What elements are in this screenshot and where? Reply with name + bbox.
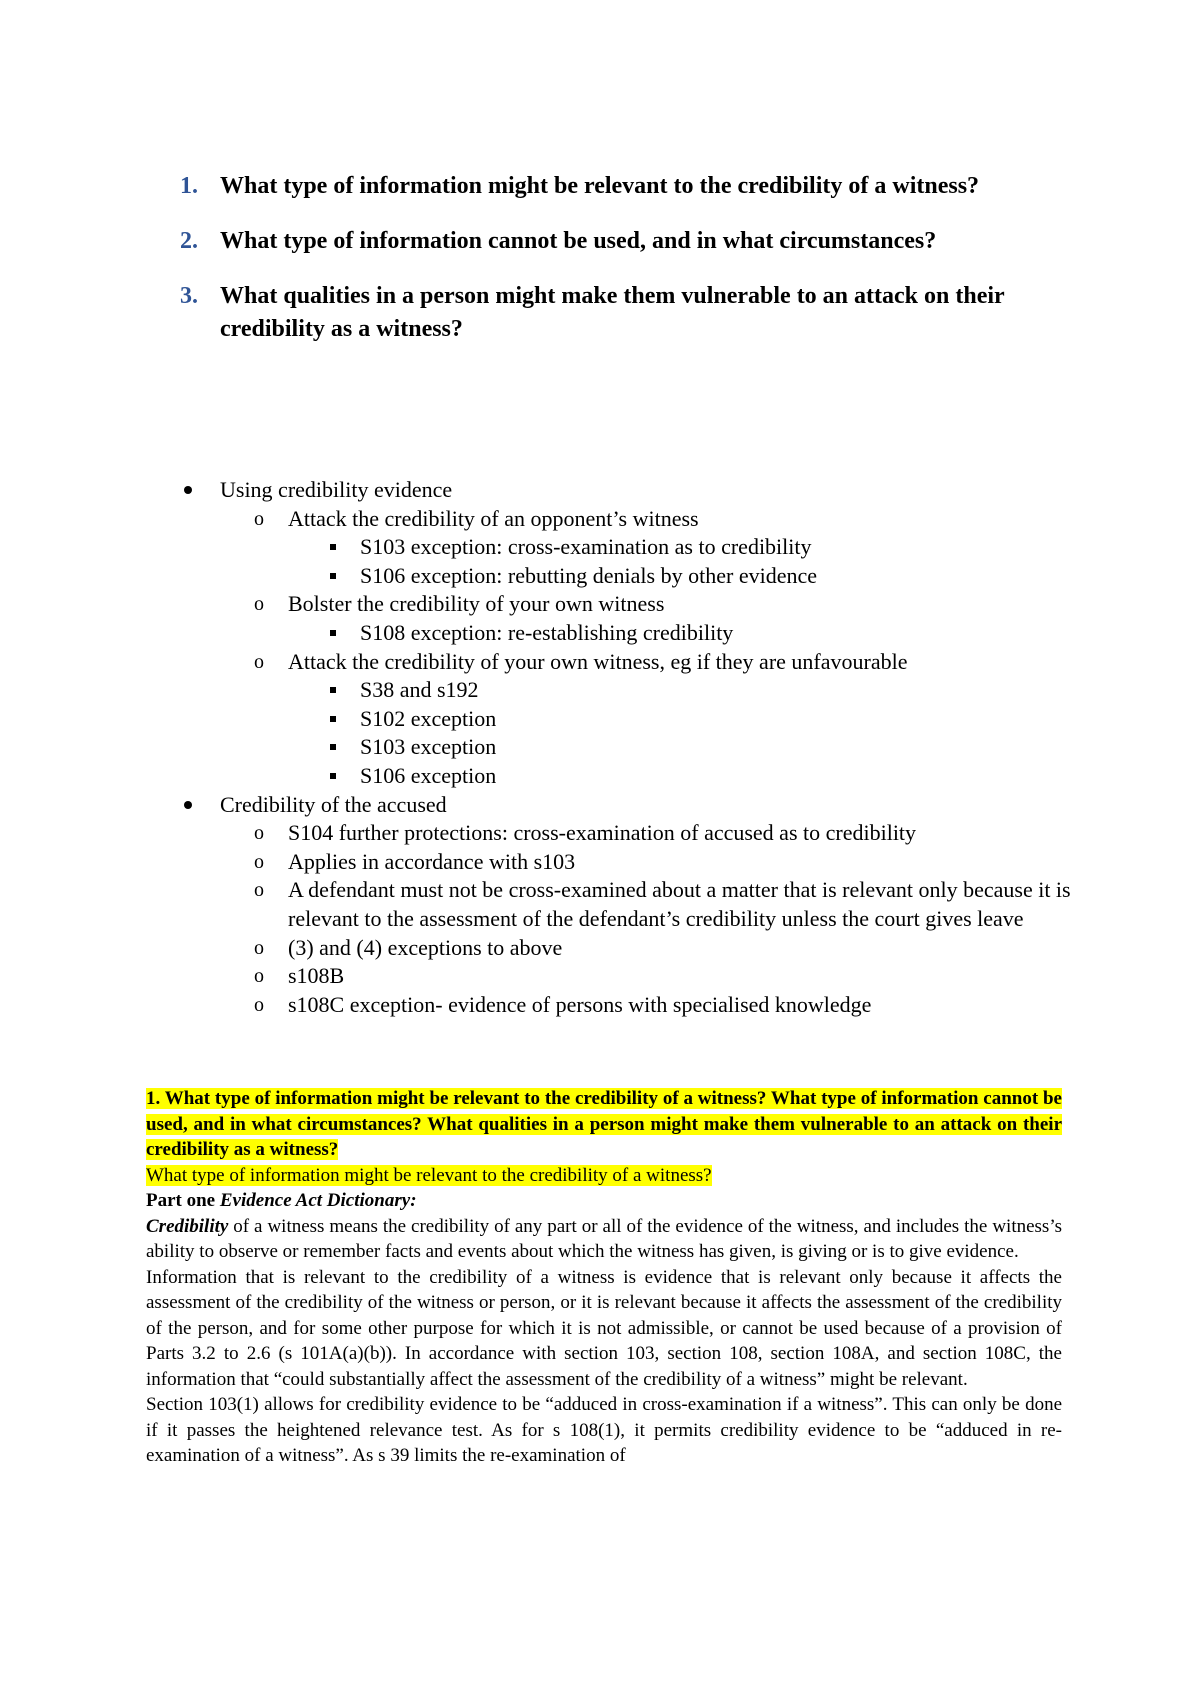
sub-list-item [252,590,1080,647]
question-text: What type of information cannot be used, and in what circumstances? [220,228,937,254]
sub-list [252,819,1080,1019]
sub-list-item-text: Applies in accordance with s103 [288,848,576,874]
question-item [180,280,1060,346]
sub-list-item-text: s108B [288,963,345,989]
essay-subheading [146,1163,1062,1189]
essay-heading [146,1086,1062,1163]
square-marker [330,716,336,722]
sub-list-item-text: A defendant must not be cross-examined about a matter that is relevant only because it is relevant to the assessment of the defendant’s credibility unless the court gives leave [288,877,1071,931]
question-number: 2. [180,228,198,254]
sub-sub-list-item [324,562,1080,591]
highlighted-subheading-text: What type of information might be relevant to the credibility of a witness? [146,1164,712,1186]
sub-sub-list-item [324,533,1080,562]
sub-sub-list-item-text: S38 and s192 [360,677,479,703]
list-item [180,791,1080,1020]
definition-text: of a witness means the credibility of any part or all of the evidence of the witness, and includes the witness’s ability to observe or remember facts and events about which the witness has given, is giving or is to give evidence. [146,1215,1062,1262]
sub-list-item [252,505,1080,591]
sub-sub-list-item-text: S103 exception [360,734,497,760]
part-heading [146,1188,1062,1214]
circle-marker: o [254,879,264,902]
bullet-marker [184,486,192,494]
highlighted-heading-text: 1. What type of information might be relevant to the credibility of a witness? What type of information cannot be used, and in what circumstances? What qualities in a person might make them vulnerable to an attack on their credibility as a witness? [146,1088,1062,1160]
sub-list-item-text: Attack the credibility of your own witness, eg if they are unfavourable [288,648,908,674]
circle-marker: o [254,822,264,845]
circle-marker: o [254,965,264,988]
question-text: What type of information might be relevant to the credibility of a witness? [220,173,980,199]
list-item-text: Using credibility evidence [220,477,453,502]
sub-sub-list-item [324,676,1080,705]
sub-list-item [252,991,1080,1020]
sub-list-item [252,848,1080,877]
sub-sub-list [324,676,1080,790]
outline-notes [180,476,1080,1019]
sub-sub-list [324,533,1080,590]
square-marker [330,744,336,750]
circle-marker: o [254,993,264,1016]
sub-sub-list-item [324,619,1080,648]
sub-sub-list-item [324,733,1080,762]
circle-marker: o [254,507,264,530]
question-number: 3. [180,283,198,309]
square-marker [330,630,336,636]
bullet-marker [184,801,192,809]
sub-sub-list-item-text: S108 exception: re-establishing credibility [360,619,734,645]
square-marker [330,773,336,779]
essay-section [146,1086,1062,1469]
sub-sub-list-item-text: S106 exception: rebutting denials by other evidence [360,562,817,588]
question-item [180,225,1060,258]
part-title: Evidence Act Dictionary: [219,1190,417,1211]
sub-sub-list-item-text: S103 exception: cross-examination as to credibility [360,534,812,560]
circle-marker: o [254,593,264,616]
sub-list [252,505,1080,791]
sub-sub-list-item [324,762,1080,791]
sub-list-item [252,648,1080,791]
circle-marker: o [254,850,264,873]
list-item-text: Credibility of the accused [220,791,447,817]
sub-list-item-text: s108C exception- evidence of persons with specialised knowledge [288,991,872,1017]
sub-sub-list-item [324,705,1080,734]
circle-marker: o [254,650,264,673]
sub-sub-list [324,619,1080,648]
square-marker [330,573,336,579]
definition-term: Credibility [146,1215,229,1237]
sub-list-item-text: S104 further protections: cross-examination of accused as to credibility [288,820,917,846]
question-number: 1. [180,173,198,199]
sub-list-item-text: Bolster the credibility of your own witness [288,591,665,617]
circle-marker: o [254,936,264,959]
question-list [180,170,1060,368]
sub-list-item [252,819,1080,848]
sub-list-item-text: (3) and (4) exceptions to above [288,934,563,960]
square-marker [330,687,336,693]
bullet-list [180,476,1080,1019]
question-text: What qualities in a person might make them vulnerable to an attack on their credibility as a witness? [220,283,1005,342]
square-marker [330,544,336,550]
definition-paragraph [146,1214,1062,1265]
body-paragraph: Section 103(1) allows for credibility evidence to be “adduced in cross-examination if a witness”. This can only be done if it passes the heightened relevance test. As for s 108(1), it permits credibility evidence to be “adduced in re-examination of a witness”. As s 39 limits the re-examination of [146,1394,1062,1466]
sub-list-item [252,934,1080,963]
sub-list-item-text: Attack the credibility of an opponent’s witness [288,505,699,531]
sub-sub-list-item-text: S106 exception [360,762,497,788]
body-paragraph: Information that is relevant to the credibility of a witness is evidence that is relevant only because it affects the assessment of the credibility of the witness or person, or it is relevant because it affects the assessment of the credibility of the person, and for some other purpose for which it is not admissible, or cannot be used because of a provision of Parts 3.2 to 2.6 (s 101A(a)(b)). In accordance with section 103, section 108, section 108A, and section 108C, the information that “could substantially affect the assessment of the credibility of a witness” might be relevant. [146,1266,1062,1390]
sub-list-item [252,876,1080,933]
question-item [180,170,1060,203]
sub-sub-list-item-text: S102 exception [360,705,497,731]
sub-list-item [252,962,1080,991]
list-item [180,476,1080,791]
part-label: Part one [146,1190,220,1211]
